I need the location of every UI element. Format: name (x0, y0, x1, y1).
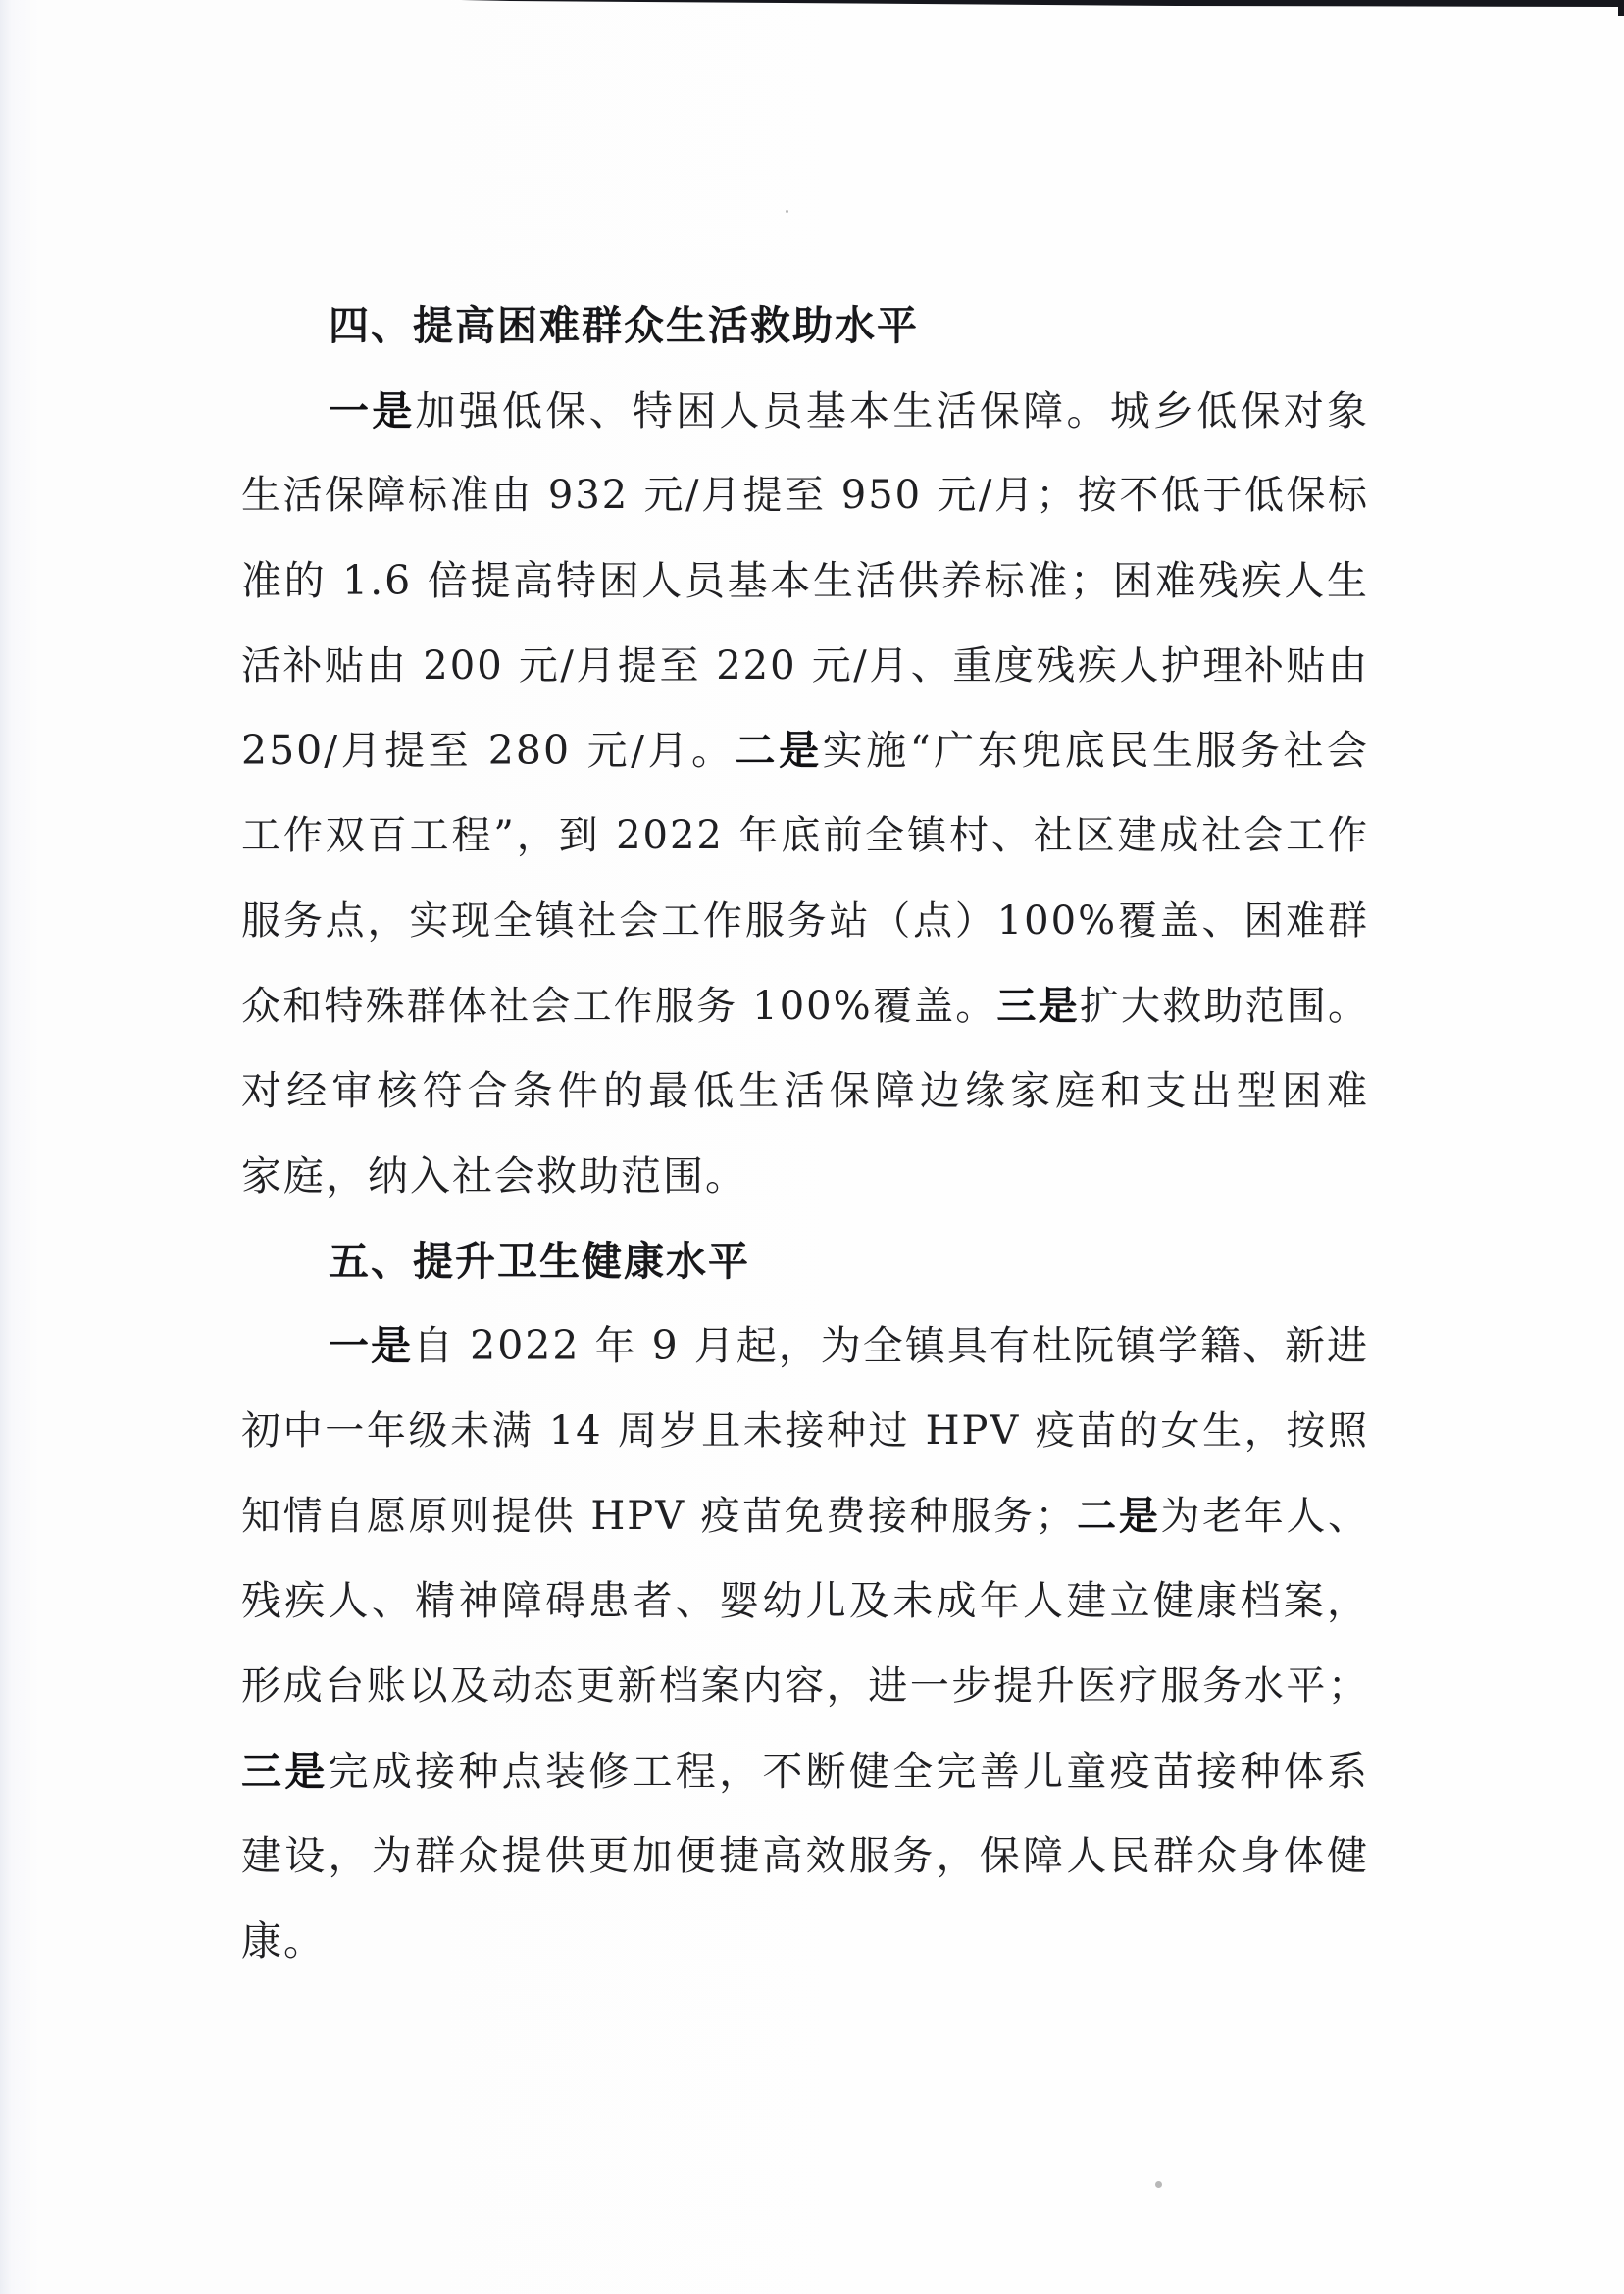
paragraph-line (241, 1474, 1369, 1559)
line-text: 生活保障标准由 932 元/月提至 950 元/月；按不低于低保标 (241, 473, 1369, 519)
scan-edge-tab (1618, 0, 1624, 16)
line-text: 加强低保、特困人员基本生活保障。城乡低保对象 (415, 386, 1370, 434)
bold-lead: 三是 (996, 983, 1080, 1029)
line-text: 活补贴由 200 元/月提至 220 元/月、重度残疾人护理补贴由 (241, 642, 1369, 688)
line-text: 家庭，纳入社会救助范围。 (241, 1151, 747, 1199)
paragraph-line (241, 1899, 1369, 1984)
document-body (241, 283, 1369, 1984)
line-text: 工作双百工程”，到 2022 年底前全镇村、社区建成社会工作 (241, 813, 1369, 859)
line-text: 建设，为群众提供更加便捷高效服务，保障人民群众身体健 (241, 1832, 1369, 1880)
paragraph-line (241, 1558, 1369, 1644)
paragraph-line (241, 708, 1369, 793)
paragraph-line (241, 1134, 1369, 1219)
scan-edge-top (0, 0, 1624, 10)
line-text: 实施“广东兜底民生服务社会 (822, 727, 1369, 775)
line-text: 扩大救助范围。 (1079, 983, 1370, 1029)
paragraph-line (241, 964, 1369, 1049)
paragraph-line (241, 1048, 1369, 1134)
paragraph-line (241, 453, 1369, 538)
paragraph-line (241, 1303, 1369, 1389)
bold-lead: 三是 (241, 1747, 329, 1795)
line-text: 为老年人、 (1160, 1493, 1369, 1539)
line-text: 残疾人、精神障碍患者、婴幼儿及未成年人建立健康档案， (241, 1577, 1369, 1625)
paragraph-line (241, 538, 1369, 624)
line-text: 康。 (241, 1917, 326, 1965)
line-text: 服务点，实现全镇社会工作服务站（点）100%覆盖、困难群 (241, 897, 1369, 943)
paragraph-line (241, 793, 1369, 879)
paragraph-line (241, 1644, 1369, 1729)
line-text: 完成接种点装修工程，不断健全完善儿童疫苗接种体系 (328, 1747, 1369, 1795)
line-text: 形成台账以及动态更新档案内容，进一步提升医疗服务水平； (241, 1663, 1369, 1708)
bold-lead: 一是 (329, 1322, 414, 1370)
line-text: 初中一年级未满 14 周岁且未接种过 HPV 疫苗的女生，按照 (241, 1407, 1369, 1453)
bold-lead: 二是 (735, 727, 823, 775)
scan-speck (786, 210, 788, 213)
paragraph-line (241, 1729, 1369, 1814)
scan-speck (1155, 2181, 1162, 2188)
line-text: 准的 1.6 倍提高特困人员基本生活供养标准；困难残疾人生 (241, 557, 1369, 605)
paragraph-line (241, 879, 1369, 964)
paragraph-line (241, 624, 1369, 709)
section-heading-5: 五、提升卫生健康水平 (329, 1237, 750, 1285)
paragraph-line (241, 1389, 1369, 1474)
line-text: 知情自愿原则提供 HPV 疫苗免费接种服务； (241, 1493, 1077, 1539)
section-heading-4: 四、提高困难群众生活救助水平 (329, 302, 919, 349)
line-text: 众和特殊群体社会工作服务 100%覆盖。 (241, 983, 997, 1029)
line-text: 250/月提至 280 元/月。 (241, 727, 736, 775)
bold-lead: 一是 (329, 386, 416, 434)
line-text: 对经审核符合条件的最低生活保障边缘家庭和支出型困难 (241, 1067, 1369, 1115)
line-text: 自 2022 年 9 月起，为全镇具有杜阮镇学籍、新进 (413, 1322, 1370, 1370)
paragraph-line (241, 369, 1369, 454)
bold-lead: 二是 (1076, 1493, 1161, 1539)
paragraph-line (241, 1813, 1369, 1899)
